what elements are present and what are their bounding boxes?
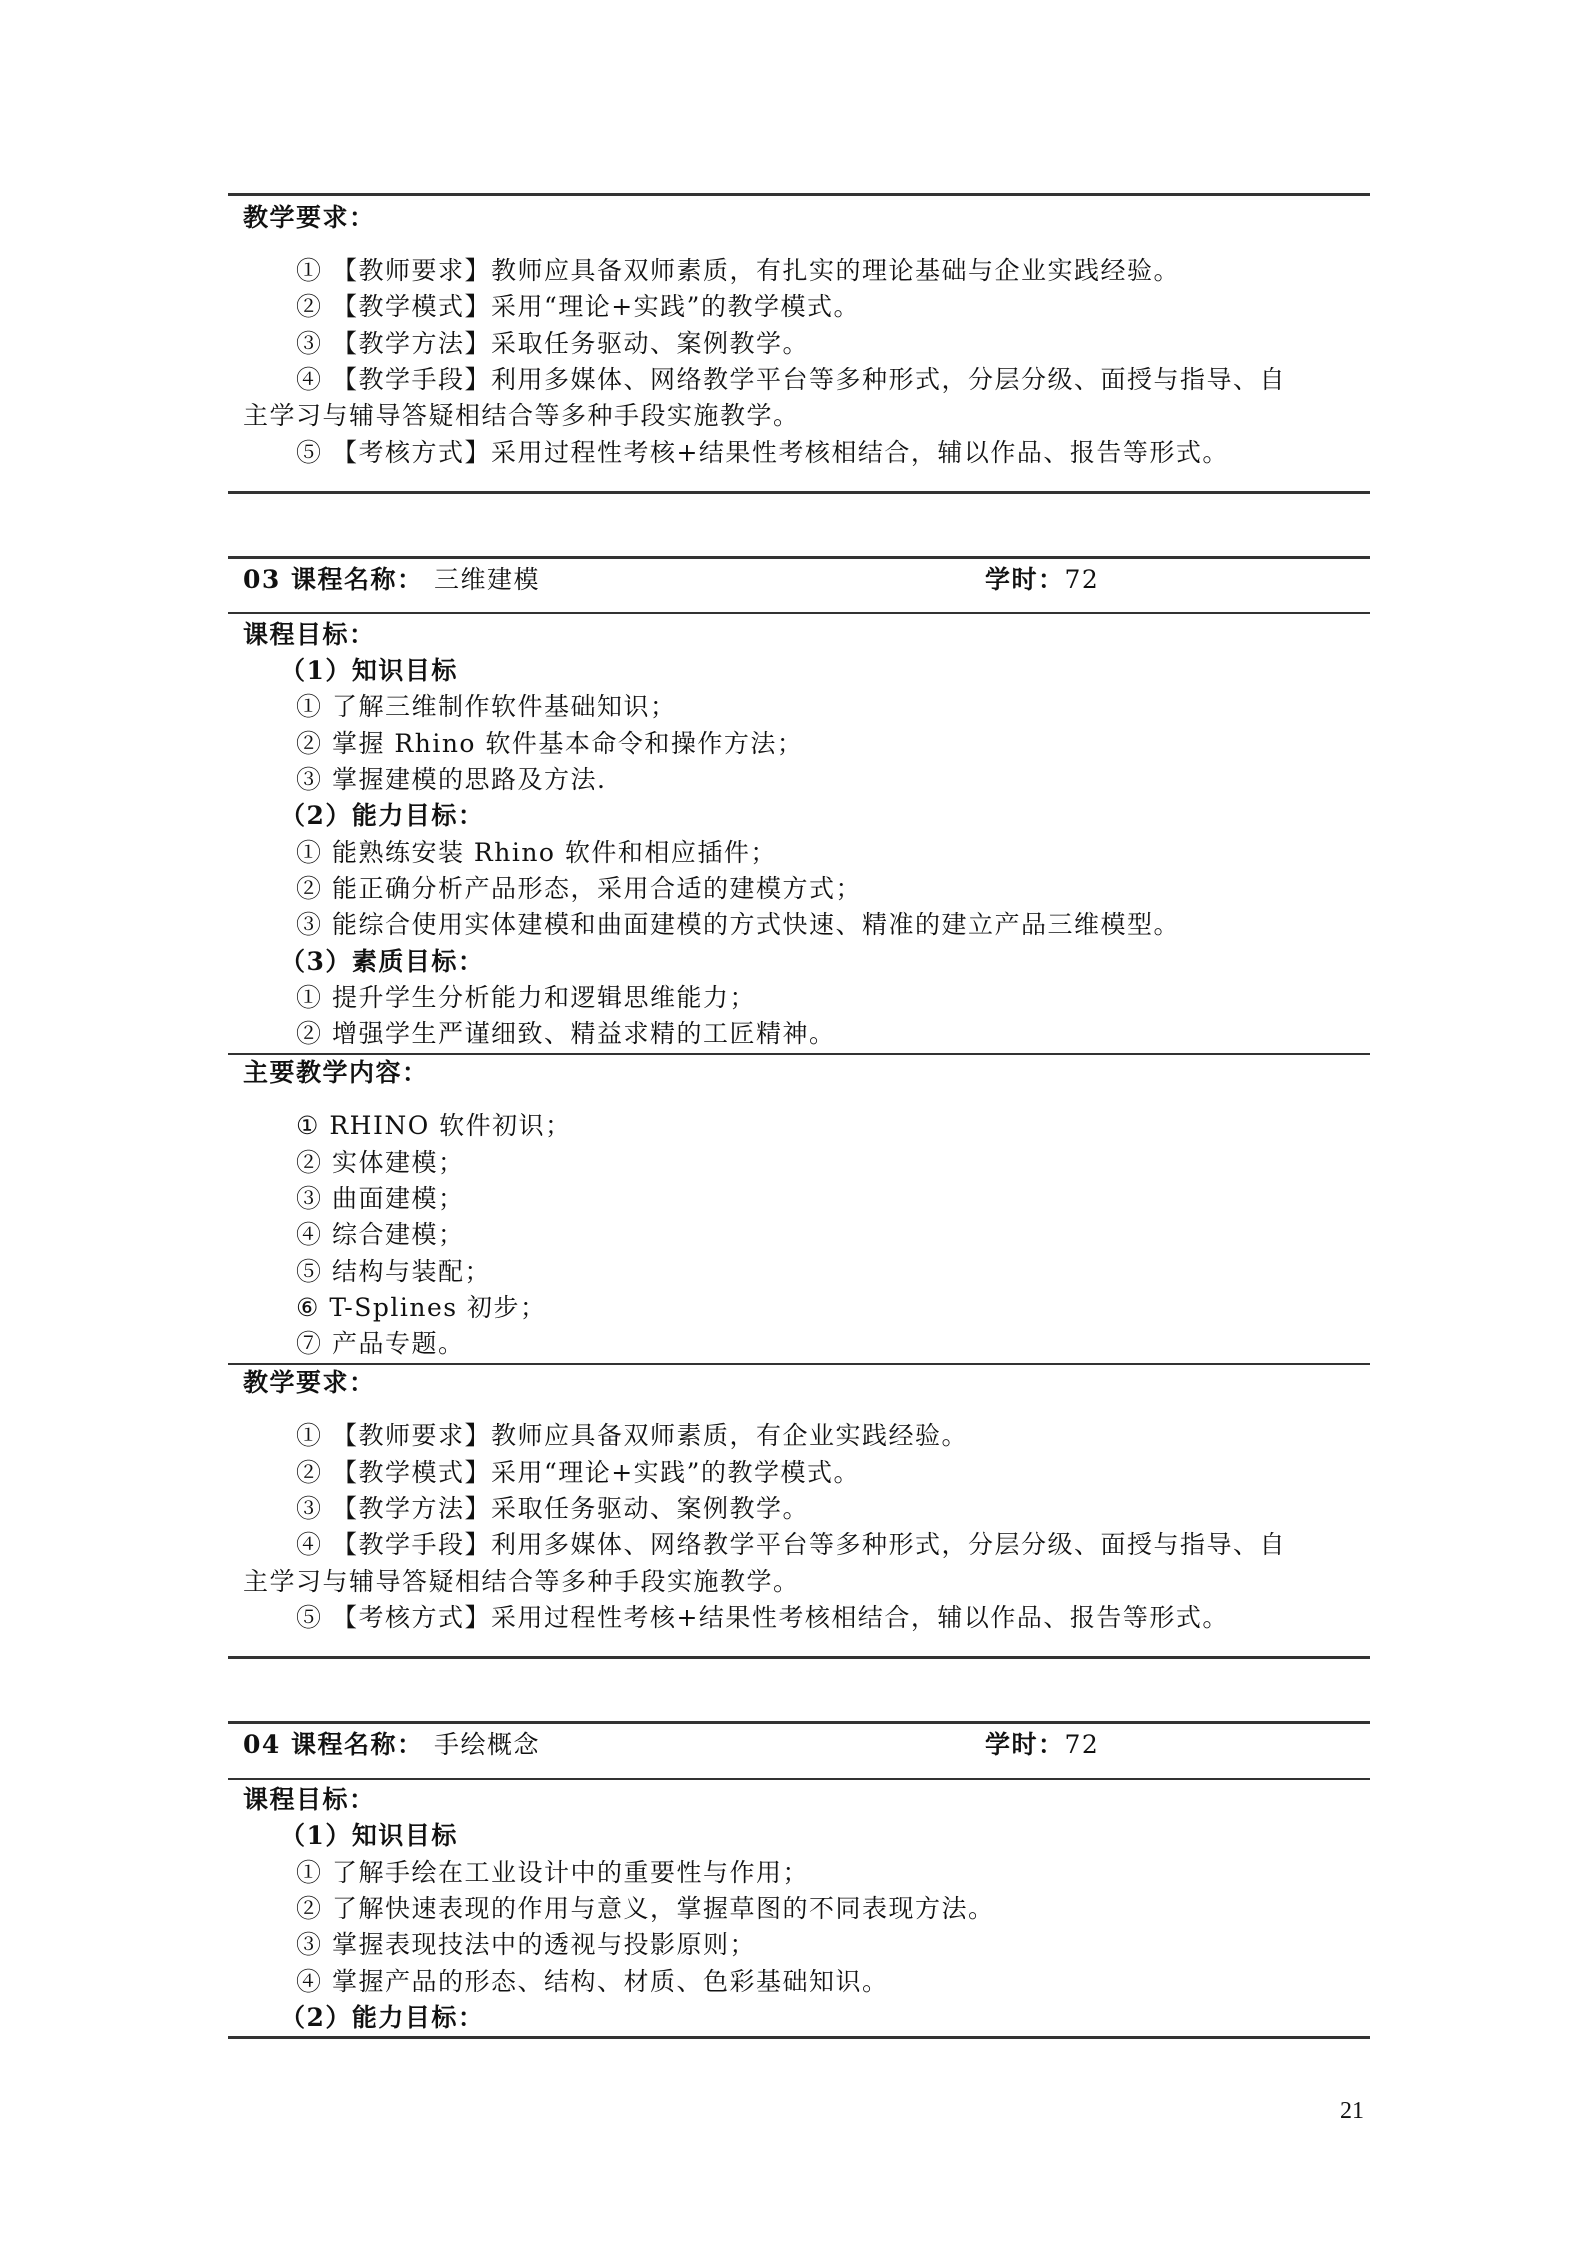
list-item: 主学习与辅导答疑相结合等多种手段实施教学。 (243, 1567, 800, 1596)
divider (228, 1656, 1370, 1659)
list-item: ② 掌握 Rhino 软件基本命令和操作方法； (296, 729, 804, 758)
course-name-label: 04 课程名称： (243, 1730, 424, 1759)
list-item: ② 【教学模式】采用“理论+实践”的教学模式。 (296, 1458, 860, 1487)
list-item: ④ 【教学手段】利用多媒体、网络教学平台等多种形式，分层分级、面授与指导、自 (296, 1530, 1286, 1559)
list-item: ⑦ 产品专题。 (296, 1329, 465, 1358)
teaching-requirements-heading: 教学要求： (243, 203, 376, 232)
teaching-requirements-heading: 教学要求： (243, 1368, 376, 1397)
course-hours (985, 562, 1099, 598)
knowledge-goals-heading: （1）知识目标 (280, 1821, 458, 1850)
list-item: ① 【教师要求】教师应具备双师素质，有扎实的理论基础与企业实践经验。 (296, 256, 1180, 285)
list-item: ① 【教师要求】教师应具备双师素质，有企业实践经验。 (296, 1421, 968, 1450)
divider (228, 1778, 1370, 1780)
list-item: ③ 【教学方法】采取任务驱动、案例教学。 (296, 1494, 809, 1523)
list-item: ④ 【教学手段】利用多媒体、网络教学平台等多种形式，分层分级、面授与指导、自 (296, 365, 1286, 394)
ability-goals-heading: （2）能力目标： (280, 801, 485, 830)
list-item: ③ 曲面建模； (296, 1184, 465, 1213)
list-item: ② 增强学生严谨细致、精益求精的工匠精神。 (296, 1019, 836, 1048)
list-item: ③ 掌握建模的思路及方法. (296, 765, 607, 794)
list-item: ① 了解三维制作软件基础知识； (296, 692, 677, 721)
ability-goals-heading: （2）能力目标： (280, 2003, 485, 2032)
course-name: 手绘概念 (434, 1730, 541, 1759)
course-goals-heading: 课程目标： (243, 620, 376, 649)
list-item: ④ 掌握产品的形态、结构、材质、色彩基础知识。 (296, 1967, 889, 1996)
divider (228, 491, 1370, 494)
hours-label: 学时： (985, 1730, 1065, 1759)
list-item: ① 能熟练安装 Rhino 软件和相应插件； (296, 838, 777, 867)
hours-label: 学时： (985, 565, 1065, 594)
divider (228, 612, 1370, 614)
list-item: ② 能正确分析产品形态，采用合适的建模方式； (296, 874, 862, 903)
list-item: ② 了解快速表现的作用与意义，掌握草图的不同表现方法。 (296, 1894, 995, 1923)
list-item: ③ 【教学方法】采取任务驱动、案例教学。 (296, 329, 809, 358)
list-item: ⑤ 结构与装配； (296, 1257, 491, 1286)
list-item: ③ 能综合使用实体建模和曲面建模的方式快速、精准的建立产品三维模型。 (296, 910, 1180, 939)
list-item: ② 实体建模； (296, 1148, 465, 1177)
hours-value: 72 (1064, 565, 1100, 594)
divider (228, 1721, 1370, 1724)
list-item: ② 【教学模式】采用“理论+实践”的教学模式。 (296, 292, 860, 321)
divider (228, 193, 1370, 196)
course-hours (985, 1727, 1099, 1763)
quality-goals-heading: （3）素质目标： (280, 947, 485, 976)
page-number: 21 (1340, 2098, 1364, 2124)
list-item: ③ 掌握表现技法中的透视与投影原则； (296, 1930, 756, 1959)
knowledge-goals-heading: （1）知识目标 (280, 656, 458, 685)
list-item: ④ 综合建模； (296, 1220, 465, 1249)
hours-value: 72 (1064, 1730, 1100, 1759)
course-name-label: 03 课程名称： (243, 565, 424, 594)
list-item: ① 了解手绘在工业设计中的重要性与作用； (296, 1858, 809, 1887)
course-goals-heading: 课程目标： (243, 1785, 376, 1814)
list-item: ① RHINO 软件初识； (296, 1111, 572, 1140)
divider (228, 556, 1370, 559)
divider (228, 2036, 1370, 2039)
list-item: ① 提升学生分析能力和逻辑思维能力； (296, 983, 756, 1012)
list-item: ⑥ T-Splines 初步； (296, 1293, 547, 1322)
list-item: ⑤ 【考核方式】采用过程性考核+结果性考核相结合，辅以作品、报告等形式。 (296, 438, 1229, 467)
course-name: 三维建模 (434, 565, 541, 594)
main-content-heading: 主要教学内容： (243, 1058, 429, 1087)
divider (228, 1363, 1370, 1365)
list-item: 主学习与辅导答疑相结合等多种手段实施教学。 (243, 401, 800, 430)
list-item: ⑤ 【考核方式】采用过程性考核+结果性考核相结合，辅以作品、报告等形式。 (296, 1603, 1229, 1632)
